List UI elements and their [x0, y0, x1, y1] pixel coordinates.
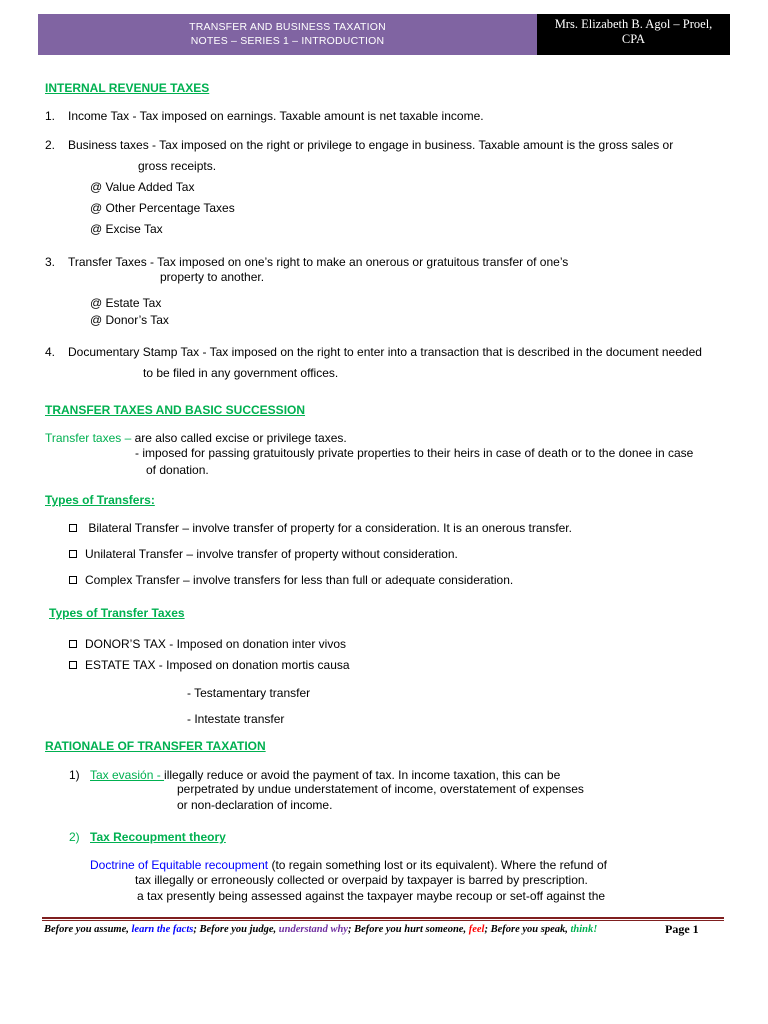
- doctrine-line2: tax illegally or erroneously collected or overpaid by taxpayer is barred by prescription.: [135, 873, 588, 887]
- transfer-tax-estate: [69, 658, 350, 672]
- transfer-type-complex-text: Complex Transfer – involve transfers for less than full or adequate consideration.: [85, 573, 514, 587]
- motto-part3: ; Before you judge,: [193, 924, 279, 935]
- tt-def-c: of donation.: [146, 463, 209, 477]
- rationale-item1: [90, 768, 560, 782]
- irt-item2-number: 2.: [45, 138, 56, 152]
- motto-feel: feel: [468, 924, 485, 935]
- doctrine-line3: a tax presently being assessed against the taxpayer maybe recoup or set-off against the: [137, 889, 606, 903]
- heading-types-of-transfers: Types of Transfers:: [45, 493, 155, 507]
- heading-transfer-taxes-succession: TRANSFER TAXES AND BASIC SUCCESSION: [45, 403, 306, 417]
- irt-item4-text: Documentary Stamp Tax - Tax imposed on the right to enter into a transaction that is described in the document needed: [68, 345, 702, 359]
- transfer-type-unilateral: [69, 547, 458, 561]
- transfer-tax-estate-text: ESTATE TAX - Imposed on donation mortis causa: [85, 658, 350, 672]
- transfer-tax-donors: [69, 637, 346, 651]
- motto-part7: ; Before you speak,: [484, 924, 571, 935]
- heading-internal-revenue-taxes: INTERNAL REVENUE TAXES: [45, 81, 210, 95]
- doctrine-a: (to regain something lost or its equivalent). Where the refund of: [268, 858, 607, 872]
- doctrine-term: Doctrine of Equitable recoupment: [90, 858, 269, 872]
- irt-item2-text: Business taxes - Tax imposed on the right or privilege to engage in business. Taxable amount is the gross sales or: [68, 138, 674, 152]
- motto-part5: ; Before you hurt someone,: [347, 924, 469, 935]
- irt-item2-sub-excise: @ Excise Tax: [90, 222, 163, 236]
- irt-item3-text: Transfer Taxes - Tax imposed on one’s right to make an onerous or gratuitous transfer of one’s: [68, 255, 569, 269]
- irt-item4-text-cont: to be filed in any government offices.: [143, 366, 339, 380]
- header-author-line2: CPA: [621, 32, 646, 46]
- rationale-item1-a: illegally reduce or avoid the payment of tax. In income taxation, this can be: [164, 768, 561, 782]
- irt-item3-sub-estate: @ Estate Tax: [90, 296, 162, 310]
- transfer-type-complex: [69, 573, 513, 587]
- footer-rule-thin: [42, 920, 724, 921]
- transfer-type-bilateral-text: Bilateral Transfer – involve transfer of property for a consideration. It is an onerous transfer.: [85, 521, 572, 535]
- heading-rationale-transfer-taxation: RATIONALE OF TRANSFER TAXATION: [45, 739, 266, 753]
- rationale-item2-term: Tax Recoupment theory: [90, 830, 226, 844]
- checkbox-bullet-icon: [69, 640, 77, 648]
- estate-sub-testamentary: - Testamentary transfer: [187, 686, 311, 700]
- rationale-item2-number: 2): [69, 830, 80, 844]
- motto-think: think!: [570, 924, 598, 935]
- irt-item2-text-cont: gross receipts.: [138, 159, 217, 173]
- page-number: Page 1: [665, 922, 699, 936]
- estate-sub-intestate: - Intestate transfer: [187, 712, 285, 726]
- transfer-type-bilateral: [69, 521, 572, 535]
- footer-rule: [42, 917, 724, 919]
- doctrine-line1: [90, 858, 607, 872]
- transfer-tax-donors-text: DONOR’S TAX - Imposed on donation inter vivos: [85, 637, 346, 651]
- irt-item2-sub-opt: @ Other Percentage Taxes: [90, 201, 235, 215]
- header-author-line1: Mrs. Elizabeth B. Agol – Proel,: [554, 17, 713, 31]
- footer-motto: [44, 924, 597, 935]
- header-title-line2: NOTES – SERIES 1 – INTRODUCTION: [190, 35, 385, 47]
- transfer-type-unilateral-text: Unilateral Transfer – involve transfer of property without consideration.: [85, 547, 458, 561]
- irt-item4-number: 4.: [45, 345, 56, 359]
- header-title-line1: TRANSFER AND BUSINESS TAXATION: [189, 21, 386, 33]
- motto-part1: Before you assume,: [44, 924, 132, 935]
- motto-learn-the-facts: learn the facts: [131, 924, 194, 935]
- rationale-item1-b: perpetrated by undue understatement of income, overstatement of expenses: [177, 782, 584, 796]
- motto-understand-why: understand why: [278, 924, 348, 935]
- irt-item3-text-cont: property to another.: [160, 270, 265, 284]
- irt-item3-sub-donor: @ Donor’s Tax: [90, 313, 169, 327]
- checkbox-bullet-icon: [69, 661, 77, 669]
- checkbox-bullet-icon: [69, 576, 77, 584]
- rationale-item1-number: 1): [69, 768, 80, 782]
- tt-def-a: are also called excise or privilege taxes.: [131, 431, 347, 445]
- irt-item1-number: 1.: [45, 109, 56, 123]
- tt-term: Transfer taxes –: [45, 431, 132, 445]
- rationale-item1-c: or non-declaration of income.: [177, 798, 333, 812]
- rationale-item1-term: Tax evasión -: [90, 768, 165, 782]
- heading-types-of-transfer-taxes: Types of Transfer Taxes: [49, 606, 185, 620]
- irt-item1-text: Income Tax - Tax imposed on earnings. Taxable amount is net taxable income.: [68, 109, 484, 123]
- header-title-band: [38, 14, 537, 55]
- tt-def-b: - imposed for passing gratuitously private properties to their heirs in case of death or to the donee in case: [135, 446, 694, 460]
- header-author-band: [537, 14, 730, 55]
- tt-definition: [45, 431, 347, 445]
- irt-item3-number: 3.: [45, 255, 56, 269]
- irt-item2-sub-vat: @ Value Added Tax: [90, 180, 195, 194]
- checkbox-bullet-icon: [69, 550, 77, 558]
- checkbox-bullet-icon: [69, 524, 77, 532]
